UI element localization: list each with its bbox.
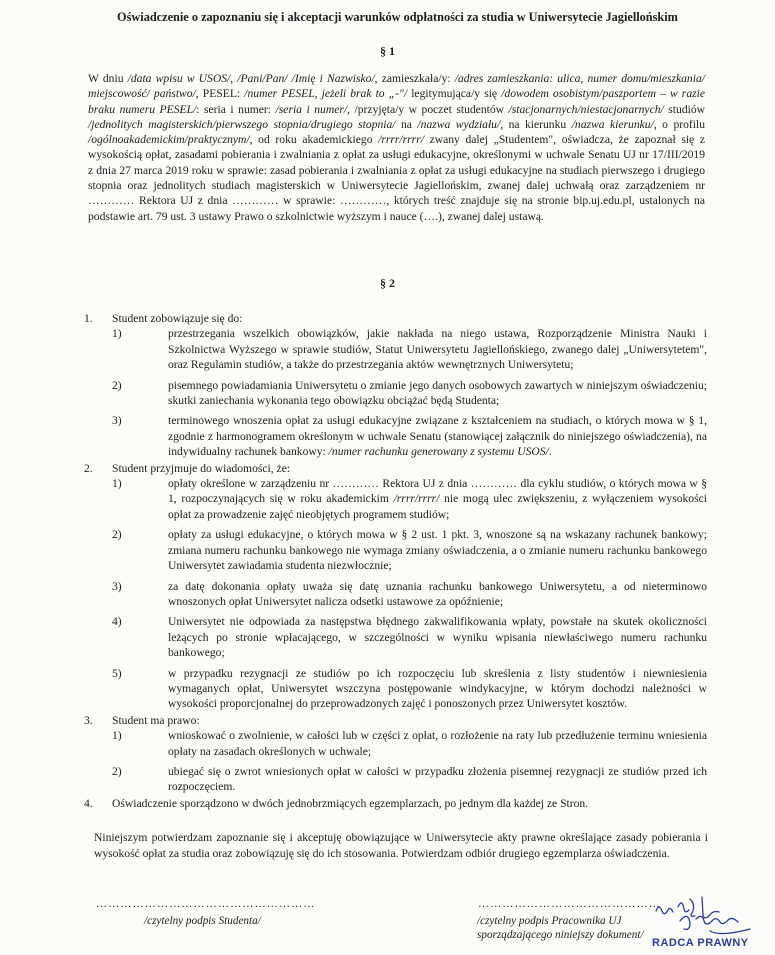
sub-list-item <box>112 614 707 660</box>
placeholder-field: /data wpisu w USOS/ <box>127 72 231 85</box>
list-item-text: Student zobowiązuje się do: <box>112 312 243 325</box>
text-run: , zamieszkała/y: <box>374 72 455 85</box>
placeholder-field: /adres zamieszkania: ulica, numer domu/mieszkania/ miejscowość/ państwo/ <box>88 72 705 101</box>
text-run: nie mogą ulec zwiększeniu, z wyłączeniem wysokości opłat za prowadzenie zajęć nieobjętych programem studiów; <box>168 492 707 521</box>
confirmation-paragraph: Niniejszym potwierdzam zapoznanie się i akceptuję obowiązujące w Uniwersytecie akty prawne określające zasady pobierania i wysokość opłat za studia oraz zobowiązuję się do ich stosowania. Potwierdzam odbiór drugiego egzemplarza oświadczenia. <box>94 831 708 860</box>
sub-list-item <box>112 326 707 372</box>
sub-list-item <box>112 764 707 795</box>
sub-list-item-number: 3) <box>112 414 122 428</box>
sub-list-item-number: 1) <box>112 729 122 743</box>
text-run: pisemnego powiadamiania Uniwersytetu o zmianie jego danych osobowych zawartych w niniejszym oświadczeniu; skutki zaniechania wykonania tego obowiązku obciążać będą Studenta; <box>168 378 707 408</box>
text-run: przestrzegania wszelkich obowiązków, jakie nakłada na niego ustawa, Rozporządzenie Ministra Nauki i Szkolnictwa Wyższego w sprawie studiów, Statut Uniwersytetu Jagiellońskiego, zwanego dalej „Uniwersytetem", oraz Regulamin studiów, a także do przestrzegania aktów wewnętrznych Uniwersytetu; <box>168 327 707 372</box>
sub-list-item-number: 1) <box>112 327 122 341</box>
sub-list-item-number: 1) <box>112 477 122 491</box>
sub-list-item-text <box>168 579 707 610</box>
sub-list-item-text <box>168 614 707 660</box>
placeholder-field: /rrrr/rrrr/ <box>393 492 440 506</box>
text-run: . <box>548 445 552 459</box>
list-item-number: 3. <box>84 713 93 727</box>
list-item-number: 2. <box>84 461 93 475</box>
text-run: terminowego wnoszenia opłat za usługi edukacyjne związane z kształceniem na studiach, o których mowa w § 1, zgodnie z harmonogramem określonym w uchwale Senatu (stanowiącej załącznik do niniejszego oświadczenia), na indywidualny rachunek bankowy: <box>168 414 707 459</box>
placeholder-field: /rrrr/rrrr/ <box>378 133 424 147</box>
list-item-number: 1. <box>84 312 93 325</box>
section-1-heading: § 1 <box>380 44 395 58</box>
sub-list-item-number: 3) <box>112 579 122 593</box>
text-run: , <box>230 72 238 85</box>
text-run: , na kierunku <box>500 117 572 131</box>
placeholder-field: /Pani/Pan/ /Imię i Nazwisko/ <box>237 72 375 85</box>
text-run: , PESEL: <box>195 87 245 101</box>
sub-list-item-number: 2) <box>112 764 122 778</box>
placeholder-field: /dowodem osobistym/paszportem – w razie braku numeru PESEL/ <box>88 87 705 116</box>
placeholder-field: /jednolitych magisterskich/pierwszego stopnia/drugiego stopnia/ <box>88 117 396 131</box>
placeholder-field: /nazwa kierunku/ <box>571 117 654 131</box>
list-item-text: Student ma prawo: <box>112 713 200 727</box>
sub-list-item-text <box>168 527 707 573</box>
sub-list-item-text <box>168 728 707 759</box>
text-run: na <box>395 117 418 131</box>
sub-list-item-number: 5) <box>112 666 122 680</box>
placeholder-field: /numer PESEL, jeżeli brak to „-"/ <box>244 87 408 101</box>
text-run: opłaty określone w zarządzeniu nr ………… Rektora UJ z dnia ………… dla cyklu studiów, o których mowa w § 1, rozpoczynających się w roku akademickim <box>168 477 707 506</box>
sub-list-item <box>112 413 707 459</box>
document-title: Oświadczenie o zapoznaniu się i akceptacji warunków odpłatności za studia w Uniwersytecie Jagiellońskim <box>117 10 678 24</box>
sub-list-item-number: 4) <box>112 615 122 629</box>
placeholder-field: /numer rachunku generowany z systemu USOS/ <box>328 445 549 459</box>
list-item <box>0 461 775 712</box>
list-item-text: Oświadczenie sporządzono w dwóch jednobrzmiących egzemplarzach, po jednym dla każdej ze Stron. <box>112 796 589 810</box>
text-run: wnioskować o zwolnienie, w całości lub w części z opłat, o rozłożenie na raty lub przedłużenie terminu wniesienia opłaty na zasadach określonych w uchwale; <box>168 729 707 758</box>
sub-list-item-text <box>168 476 707 522</box>
employee-signature-line: ……………………………………… <box>478 898 661 910</box>
sub-list-item <box>112 666 707 712</box>
sub-list-item-text <box>168 413 707 459</box>
placeholder-field: /stacjonarnych/niestacjonarnych/ <box>508 102 664 116</box>
sub-list-item-number: 2) <box>112 528 122 542</box>
text-run: , od roku akademickiego <box>249 133 379 147</box>
employee-signature-label: /czytelny podpis Pracownika UJ sporządzającego niniejszy dokument/ <box>477 915 644 941</box>
sub-list-item <box>112 476 707 522</box>
sub-list-item-number: 2) <box>112 378 122 392</box>
section-1-paragraph <box>88 71 705 224</box>
placeholder-field: /ogólnoakademickim/praktycznym/ <box>88 133 250 147</box>
section-2-list <box>0 311 775 811</box>
sub-list-item-text <box>168 764 707 795</box>
sub-list-item-text <box>168 378 707 409</box>
list-item <box>0 796 775 811</box>
text-run: opłaty za usługi edukacyjne, o których mowa w § 2 ust. 1 pkt. 3, wnoszone są na wskazany rachunek bankowy; zmiana numeru rachunku bankowego nie wymaga zmiany oświadczenia, a o zmianie numeru rachunku bankowego Uniwersytet zawiadamia studenta niezwłocznie; <box>168 528 707 573</box>
student-signature-label: /czytelny podpis Studenta/ <box>144 915 261 927</box>
legal-stamp: RADCA PRAWNY <box>652 937 749 949</box>
list-item-number: 4. <box>84 796 93 810</box>
text-run: studiów <box>663 102 706 116</box>
text-run: w przypadku rezygnacji ze studiów po ich rozpoczęciu lub skreślenia z listy studentów i niewniesienia wymaganych opłat, Uniwersytet wszczyna postępowanie windykacyjne, w którym dochodzi należności w wysokości proporcjonalnej do przeprowadzonych zajęć i ponoszonych przez Uniwersytet kosztów. <box>168 666 707 711</box>
sub-list-item <box>112 728 707 759</box>
sub-list-item <box>112 579 707 610</box>
text-run: ubiegać się o zwrot wniesionych opłat w całości w przypadku złożenia pisemnej rezygnacji ze studiów przed ich rozpoczęciem. <box>168 764 707 794</box>
sub-list-item <box>112 527 707 573</box>
list-item-text: Student przyjmuje do wiadomości, że: <box>112 461 291 475</box>
sub-list-item-text <box>168 666 707 712</box>
sub-list-item-text <box>168 326 707 372</box>
text-run: , /przyjęta/y w poczet studentów <box>347 102 509 116</box>
list-item <box>0 713 775 795</box>
text-run: Uniwersytet nie odpowiada za następstwa błędnego zakwalifikowania wpłaty, powstałe na skutek okoliczności leżących po stronie wpłacającego, w szczególności w wyniku wpisania niewłaściwego numeru rachunku bankowego; <box>168 615 707 660</box>
list-item <box>0 311 775 460</box>
section-2-heading: § 2 <box>380 276 395 290</box>
placeholder-field: /seria i numer/ <box>275 102 348 116</box>
sub-list-item <box>112 378 707 409</box>
text-run: , o profilu <box>653 117 706 131</box>
text-run: za datę dokonania opłaty uważa się datę uznania rachunku bankowego Uniwersytetu, a od nieterminowo wnoszonych opłat Uniwersytet nalicza odsetki ustawowe za opóźnienie; <box>168 579 707 608</box>
text-run: W dniu <box>88 72 128 85</box>
text-run: : seria i numer: <box>196 102 276 116</box>
placeholder-field: /nazwa wydziału/ <box>417 117 501 131</box>
student-signature-line: ……………………………………………… <box>96 898 316 910</box>
text-run: legitymująca/y się <box>407 87 502 101</box>
text-run: zwany dalej „Studentem", oświadcza, że zapoznał się z wysokością opłat, zasadami pobierania i zwalniania z opłat za usługi edukacyjne, określonymi w uchwale Senatu UJ nr 17/III/2019 z dnia 27 marca 2019 roku w sprawie: zasad pobierania i zwalniania z opłat za usługi edukacyjne na studiach pierwszego i drugiego stopnia oraz jednolitych studiach magisterskich w Uniwersytecie Jagiellońskim, zwanej dalej uchwałą oraz zarządzeniem nr ………… Rektora UJ z dnia ………… w sprawie: …………, których treść znajduje się na stronie bip.uj.edu.pl, ustalonych na podstawie art. 79 ust. 3 ustawy Prawo o szkolnictwie wyższym i nauce (….), zwanej dalej ustawą. <box>88 133 705 223</box>
